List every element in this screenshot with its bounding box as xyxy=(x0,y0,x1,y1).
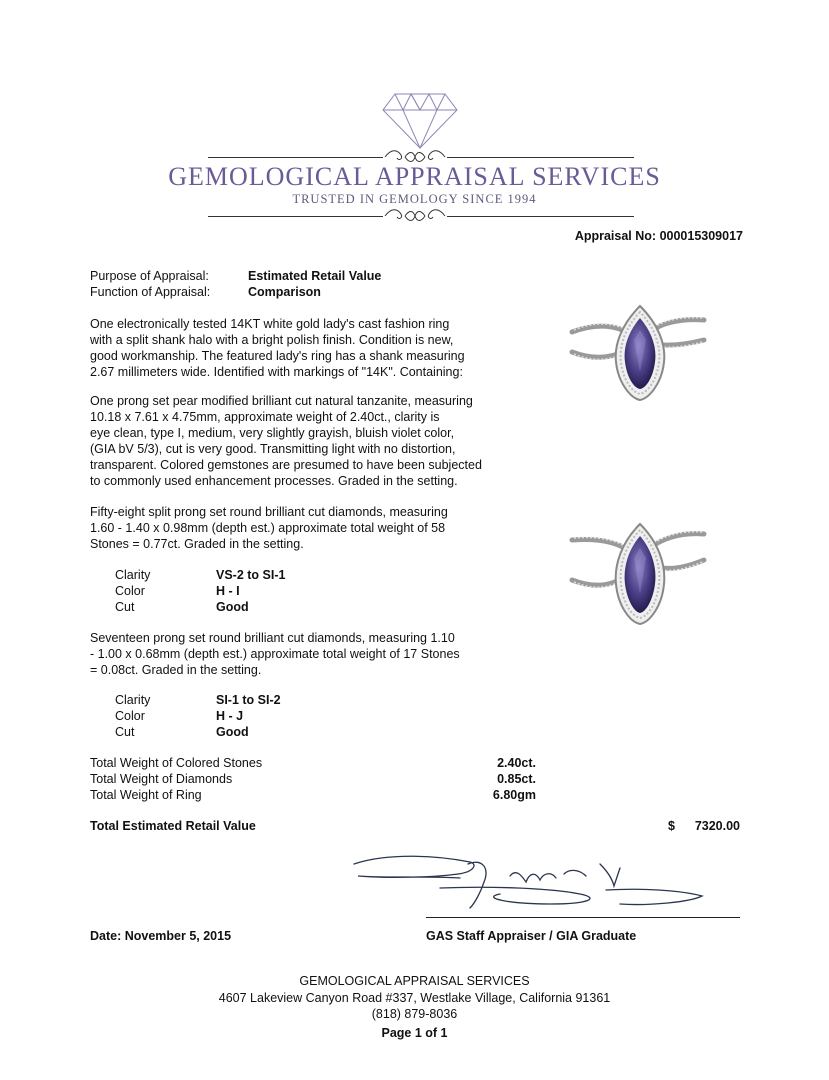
footer-phone: (818) 879-8036 xyxy=(371,1007,458,1021)
diamonds-1-cut: Good xyxy=(216,600,249,614)
description-line: One electronically tested 14KT white gold lady's cast fashion ring xyxy=(90,317,450,331)
diamonds-1-line: Stones = 0.77ct. Graded in the setting. xyxy=(90,537,304,551)
diamonds-1-color-label: Color xyxy=(115,584,145,598)
description-line: 2.67 millimeters wide. Identified with markings of "14K". Containing: xyxy=(90,365,463,379)
description-line: good workmanship. The featured lady's ring has a shank measuring xyxy=(90,349,465,363)
diamonds-1-clarity-label: Clarity xyxy=(115,568,151,582)
diamonds-2-line: = 0.08ct. Graded in the setting. xyxy=(90,663,262,677)
diamonds-2-line: - 1.00 x 0.68mm (depth est.) approximate total weight of 17 Stones xyxy=(90,647,460,661)
total-diamonds-label: Total Weight of Diamonds xyxy=(90,772,233,786)
center-stone-line: 10.18 x 7.61 x 4.75mm, approximate weight of 2.40ct., clarity is xyxy=(90,410,440,424)
diamonds-2-clarity: SI-1 to SI-2 xyxy=(216,693,281,707)
diamonds-2-cut-label: Cut xyxy=(115,725,135,739)
center-stone-line: transparent. Colored gemstones are presumed to have been subjected xyxy=(90,458,482,472)
total-ring-value: 6.80gm xyxy=(492,788,536,802)
ring-photo-bottom xyxy=(568,520,708,630)
function-label: Function of Appraisal: xyxy=(90,285,211,299)
appraisal-number-value: 000015309017 xyxy=(659,229,743,243)
diamonds-1-line: 1.60 - 1.40 x 0.98mm (depth est.) approximate total weight of 58 xyxy=(90,521,446,535)
diamonds-2-line: Seventeen prong set round brilliant cut diamonds, measuring 1.10 xyxy=(90,631,455,645)
center-stone-line: to commonly used enhancement processes. Graded in the setting. xyxy=(90,474,458,488)
total-colored-label: Total Weight of Colored Stones xyxy=(90,756,263,770)
diamond-logo-icon xyxy=(381,92,459,150)
diamonds-2-clarity-label: Clarity xyxy=(115,693,151,707)
purpose-label: Purpose of Appraisal: xyxy=(90,269,209,283)
description-line: with a split shank halo with a bright polish finish. Condition is new, xyxy=(90,333,454,347)
company-tagline: TRUSTED IN GEMOLOGY SINCE 1994 xyxy=(292,192,537,206)
footer-company: GEMOLOGICAL APPRAISAL SERVICES xyxy=(299,974,530,988)
appraisal-date: Date: November 5, 2015 xyxy=(90,929,232,943)
header-bottom-rule-right xyxy=(447,216,634,217)
center-stone-description xyxy=(90,393,530,489)
header-top-rule-right xyxy=(447,157,634,158)
footer-address: 4607 Lakeview Canyon Road #337, Westlake Village, California 91361 xyxy=(218,991,611,1005)
total-diamonds-value: 0.85ct. xyxy=(497,772,536,786)
appraisal-number-label: Appraisal No: xyxy=(574,229,657,243)
center-stone-line: eye clean, type I, medium, very slightly grayish, bluish violet color, xyxy=(90,426,455,440)
header-top-rule-left xyxy=(208,157,383,158)
total-retail-label: Total Estimated Retail Value xyxy=(90,819,256,833)
diamonds-1-cut-label: Cut xyxy=(115,600,135,614)
appraisal-number xyxy=(575,229,743,243)
appraiser-signature xyxy=(350,848,720,920)
scroll-ornament-icon xyxy=(383,206,447,226)
diamonds-1-line: Fifty-eight split prong set round brilliant cut diamonds, measuring xyxy=(90,505,448,519)
diamonds-2-description xyxy=(90,630,530,678)
diamonds-2-color-label: Color xyxy=(115,709,145,723)
center-stone-line: (GIA bV 5/3), cut is very good. Transmitting light with no distortion, xyxy=(90,442,456,456)
function-value: Comparison xyxy=(248,285,321,299)
diamonds-1-color: H - I xyxy=(216,584,240,598)
purpose-value: Estimated Retail Value xyxy=(248,269,382,283)
diamonds-2-color: H - J xyxy=(216,709,244,723)
diamonds-1-description xyxy=(90,504,530,552)
ring-photo-top xyxy=(568,300,708,408)
total-colored-value: 2.40ct. xyxy=(497,756,536,770)
center-stone-line: One prong set pear modified brilliant cut natural tanzanite, measuring xyxy=(90,394,473,408)
total-retail-value: 7320.00 xyxy=(694,819,740,833)
diamonds-2-cut: Good xyxy=(216,725,249,739)
signature-line xyxy=(426,917,740,918)
total-ring-label: Total Weight of Ring xyxy=(90,788,202,802)
page-number: Page 1 of 1 xyxy=(381,1026,448,1040)
header-bottom-rule-left xyxy=(208,216,383,217)
currency-symbol: $ xyxy=(668,819,675,833)
diamonds-1-clarity: VS-2 to SI-1 xyxy=(216,568,286,582)
company-title: GEMOLOGICAL APPRAISAL SERVICES xyxy=(168,162,661,191)
appraiser-title: GAS Staff Appraiser / GIA Graduate xyxy=(426,929,637,943)
ring-description xyxy=(90,316,530,380)
